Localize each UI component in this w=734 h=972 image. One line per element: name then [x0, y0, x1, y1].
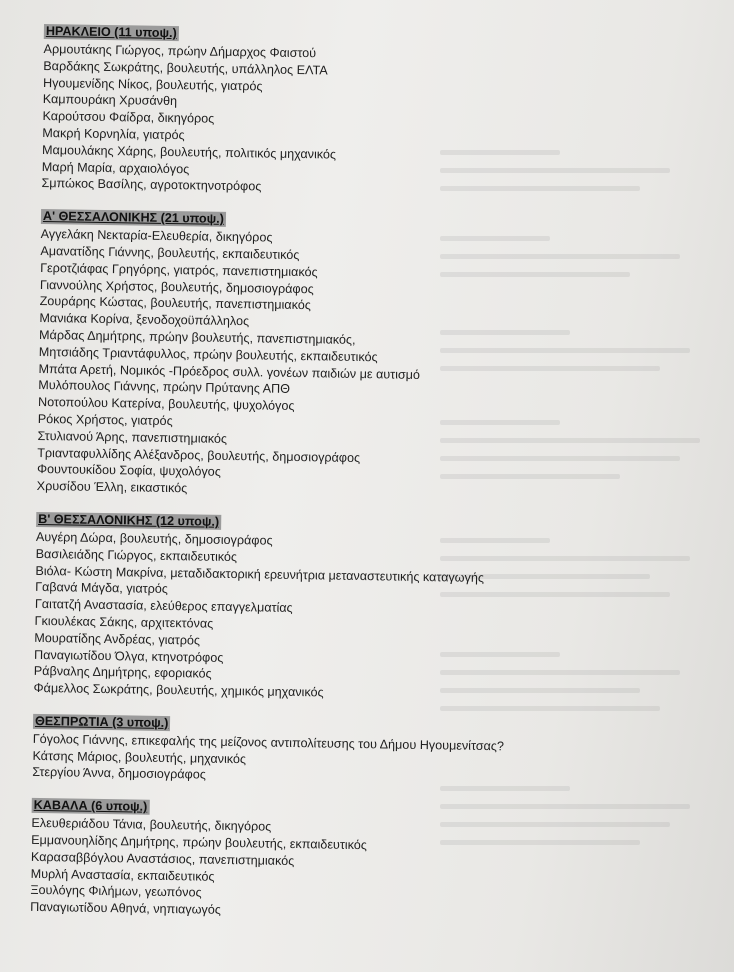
section-kavala — [30, 798, 712, 926]
section-b-thessaloniki — [33, 512, 716, 708]
list-item: Στυλιανού Άρης, πανεπιστημιακός — [37, 428, 228, 446]
section-heading: Α' ΘΕΣΣΑΛΟΝΙΚΗΣ (21 υποψ.) — [41, 209, 226, 227]
list-item: Χρυσίδου Έλλη, εικαστικός — [36, 479, 188, 496]
list-item: Ηγουμενίδης Νίκος, βουλευτής, γιατρός — [42, 75, 263, 94]
list-item: Αγγελάκη Νεκταρία-Ελευθερία, δικηγόρος — [40, 227, 273, 245]
candidate-list — [30, 24, 724, 944]
list-item: Μητσιάδης Τριαντάφυλλος, πρώην βουλευτής, εκπαιδευτικός — [38, 344, 378, 365]
list-item: Φάμελλος Σωκράτης, βουλευτής, χημικός μηχανικός — [33, 681, 324, 700]
list-item: Μακρή Κορνηλία, γιατρός — [42, 125, 185, 143]
list-item: Αυγέρη Δώρα, βουλευτής, δημοσιογράφος — [35, 529, 273, 548]
section-heading: ΘΕΣΠΡΩΤΙΑ (3 υποψ.) — [33, 714, 171, 731]
list-item: Μανιάκα Κορίνα, ξενοδοχοϋπάλληλος — [39, 311, 250, 329]
list-item: Βιόλα- Κώστη Μακρίνα, μεταδιδακτορική ερευνήτρια μεταναστευτικής καταγωγής — [35, 563, 485, 585]
list-item: Ξουλόγης Φιλήμων, γεωπόνος — [30, 883, 202, 901]
list-item: Ελευθεριάδου Τάνια, βουλευτής, δικηγόρος — [31, 816, 272, 834]
list-item: Καρούτσου Φαίδρα, δικηγόρος — [42, 109, 215, 126]
list-item: Γαβανά Μάγδα, γιατρός — [35, 580, 169, 597]
list-item: Αρμουτάκης Γιώργος, πρώην Δήμαρχος Φαιστού — [43, 41, 317, 61]
list-item: Μαμουλάκης Χάρης, βουλευτής, πολιτικός μηχανικός — [41, 142, 337, 162]
section-heading: Β' ΘΕΣΣΑΛΟΝΙΚΗΣ (12 υποψ.) — [36, 512, 221, 530]
list-item: Γόγολος Γιάννης, επικεφαλής της μείζονος αντιπολίτευσης του Δήμου Ηγουμενίτσας? — [32, 731, 505, 754]
list-item: Φουντουκίδου Σοφία, ψυχολόγος — [36, 462, 221, 480]
list-item: Καρασαββόγλου Αναστάσιος, πανεπιστημιακός — [30, 849, 295, 868]
list-item: Παναγιωτίδου Αθηνά, νηπιαγωγός — [30, 900, 221, 918]
list-item: Ρόκος Χρήστος, γιατρός — [37, 411, 173, 429]
list-item: Τριανταφυλλίδης Αλέξανδρος, βουλευτής, δημοσιογράφος — [37, 445, 361, 465]
list-item: Μυρλή Αναστασία, εκπαιδευτικός — [30, 866, 215, 884]
list-item: Μάρδας Δημήτρης, πρώην βουλευτής, πανεπιστημιακός, — [39, 327, 356, 347]
list-item: Ράβναλης Δημήτρης, εφοριακός — [33, 664, 212, 682]
list-item: Καμπουράκη Χρυσάνθη — [42, 92, 178, 109]
list-item: Εμμανουηλίδης Δημήτρης, πρώην βουλευτής, εκπαιδευτικός — [31, 832, 367, 853]
section-a-thessaloniki — [37, 209, 721, 505]
list-item: Μπάτα Αρετή, Νομικός -Πρόεδρος συλλ. γονέων παιδιών με αυτισμό — [38, 361, 421, 382]
list-item: Μαρή Μαρία, αρχαιολόγος — [41, 159, 190, 176]
section-thesprotia — [32, 714, 713, 792]
list-item: Μουρατίδης Ανδρέας, γιατρός — [34, 630, 201, 648]
list-item: Στεργίου Άννα, δημοσιογράφος — [32, 765, 206, 783]
list-item: Μυλόπουλος Γιάννης, πρώην Πρύτανης ΑΠΘ — [38, 378, 291, 397]
list-item: Αμανατίδης Γιάννης, βουλευτής, εκπαιδευτικός — [40, 243, 300, 263]
list-item: Νοτοπούλου Κατερίνα, βουλευτής, ψυχολόγος — [37, 395, 295, 414]
section-heading: ΗΡΑΚΛΕΙΟ (11 υποψ.) — [44, 24, 179, 41]
list-item: Σμπώκος Βασίλης, αγροτοκτηνοτρόφος — [41, 176, 262, 194]
list-item: Βασιλειάδης Γιώργος, εκπαιδευτικός — [35, 546, 238, 564]
section-irakleio — [41, 24, 724, 203]
list-item: Παναγιωτίδου Όλγα, κτηνοτρόφος — [33, 647, 224, 665]
list-item: Ζουράρης Κώστας, βουλευτής, πανεπιστημιακός — [39, 294, 311, 313]
list-item: Γεροτζιάφας Γρηγόρης, γιατρός, πανεπιστημιακός — [40, 260, 318, 280]
list-item: Γκιουλέκας Σάκης, αρχιτεκτόνας — [34, 613, 214, 631]
list-item: Κάτσης Μάριος, βουλευτής, μηχανικός — [32, 748, 247, 766]
list-item: Βαρδάκης Σωκράτης, βουλευτής, υπάλληλος ΕΛΤΑ — [43, 58, 328, 78]
list-item: Γιαννούλης Χρήστος, βουλευτής, δημοσιογράφος — [39, 277, 314, 296]
section-heading: ΚΑΒΑΛΑ (6 υποψ.) — [32, 798, 150, 815]
list-item: Γαιτατζή Αναστασία, ελεύθερος επαγγελματίας — [34, 597, 293, 616]
